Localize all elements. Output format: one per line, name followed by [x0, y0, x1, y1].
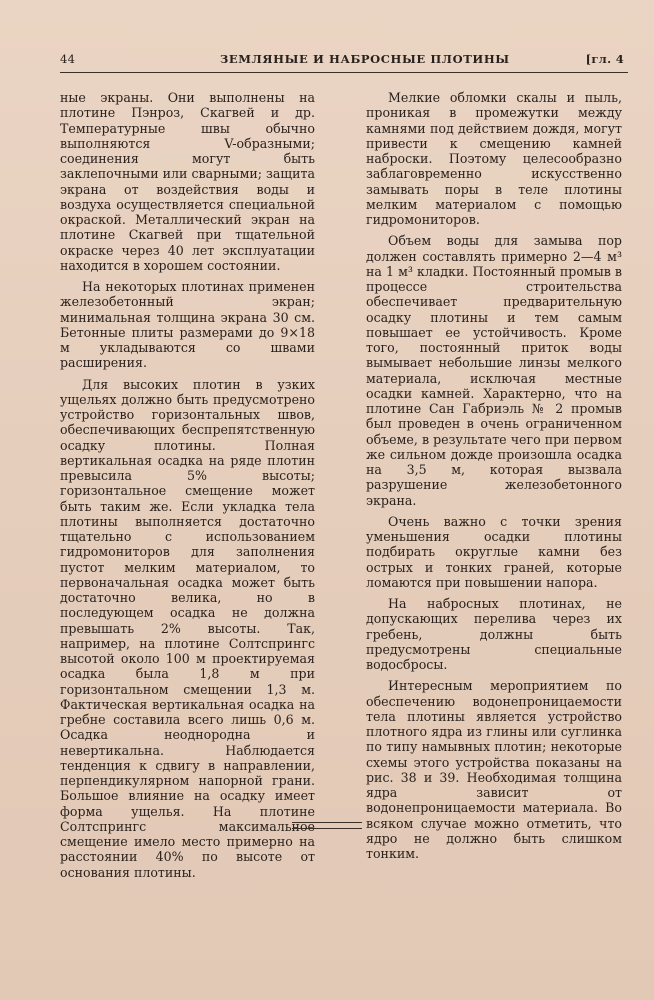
chapter-label: [гл. 4	[585, 52, 624, 66]
paragraph: Объем воды для замыва пор должен составлять примерно 2—4 м³ на 1 м³ кладки. Постоянный промыв в процессе строительства обеспечивает предварительную осадку плотины и тем самым повышает ее устойчивость. Кроме того, постоянный приток воды вымывает небольшие линзы мелкого материала, исключая местные осадки камней. Характерно, что на плотине Сан Габриэль № 2 промыв был проведен в очень ограниченном объеме, в результате чего при первом же сильном дожде произошла осадка на 3,5 м, которая вызвала разрушение железобетонного экрана.	[366, 233, 622, 508]
paragraph: На набросных плотинах, не допускающих перелива через их гребень, должны быть предусмотрены специальные водосбросы.	[366, 596, 622, 672]
paragraph: Для высоких плотин в узких ущельях должно быть предусмотрено устройство горизонтальных швов, обеспечивающих беспрепятственную осадку плотины. Полная вертикальная осадка на ряде плотин превысила 5% высоты; горизонтальное смещение может быть таким же. Если укладка тела плотины выполняется достаточно тщательно с использованием гидромониторов для заполнения пустот мелким материалом, то первоначальная осадка может быть достаточно велика, но в последующем осадка не должна превышать 2% высоты. Так, например, на плотине Солтспрингс высотой около 100 м проектируемая осадка была 1,8 м при горизонтальном смещении 1,3 м. Фактическая вертикальная осадка на гребне составила всего лишь 0,6 м. Осадка неоднородна и невертикальна. Наблюдается тенденция к сдвигу в направлении, перпендикулярном напорной грани. Большое влияние на осадку имеет форма ущелья. На плотине Солтспрингс максимальное смещение имело место примерно на расстоянии 40% по высоте от основания плотины.	[60, 376, 315, 880]
left-column	[60, 90, 315, 886]
paragraph: Мелкие обломки скалы и пыль, проникая в промежутки между камнями под действием дождя, могут привести к смещению камней наброски. Поэтому целесообразно заблаговременно искусственно замывать поры в теле плотины мелким материалом с помощью гидромониторов.	[366, 90, 622, 227]
paragraph: ные экраны. Они выполнены на плотине Пэнроз, Скагвей и др. Температурные швы обычно выполняются V-образными; соединения могут быть заклепочными или сварными; защита экрана от воздействия воды и воздуха осуществляется специальной окраской. Металлический экран на плотине Скагвей при тщательной окраске через 40 лет эксплуатации находится в хорошем состоянии.	[60, 90, 315, 273]
paragraph: Очень важно с точки зрения уменьшения осадки плотины подбирать округлые камни без острых и тонких граней, которые ломаются при повышении напора.	[366, 513, 622, 590]
end-divider-line	[292, 822, 362, 823]
running-title: ЗЕМЛЯНЫЕ И НАБРОСНЫЕ ПЛОТИНЫ	[220, 52, 510, 66]
right-column	[366, 90, 622, 867]
paragraph: На некоторых плотинах применен железобетонный экран; минимальная толщина экрана 30 см. Бетонные плиты размерами до 9×18 м укладываются со швами расширения.	[60, 279, 315, 371]
header-rule	[60, 72, 628, 73]
end-divider-line	[292, 828, 362, 829]
page-header	[60, 50, 638, 70]
paragraph: Интересным мероприятием по обеспечению водонепроницаемости тела плотины является устройство плотного ядра из глины или суглинка по типу намывных плотин; некоторые схемы этого устройства показаны на рис. 38 и 39. Необходимая толщина ядра зависит от водонепроницаемости материала. Во всяком случае можно отметить, что ядро не должно быть слишком тонким.	[366, 678, 622, 861]
page-number: 44	[60, 52, 76, 66]
